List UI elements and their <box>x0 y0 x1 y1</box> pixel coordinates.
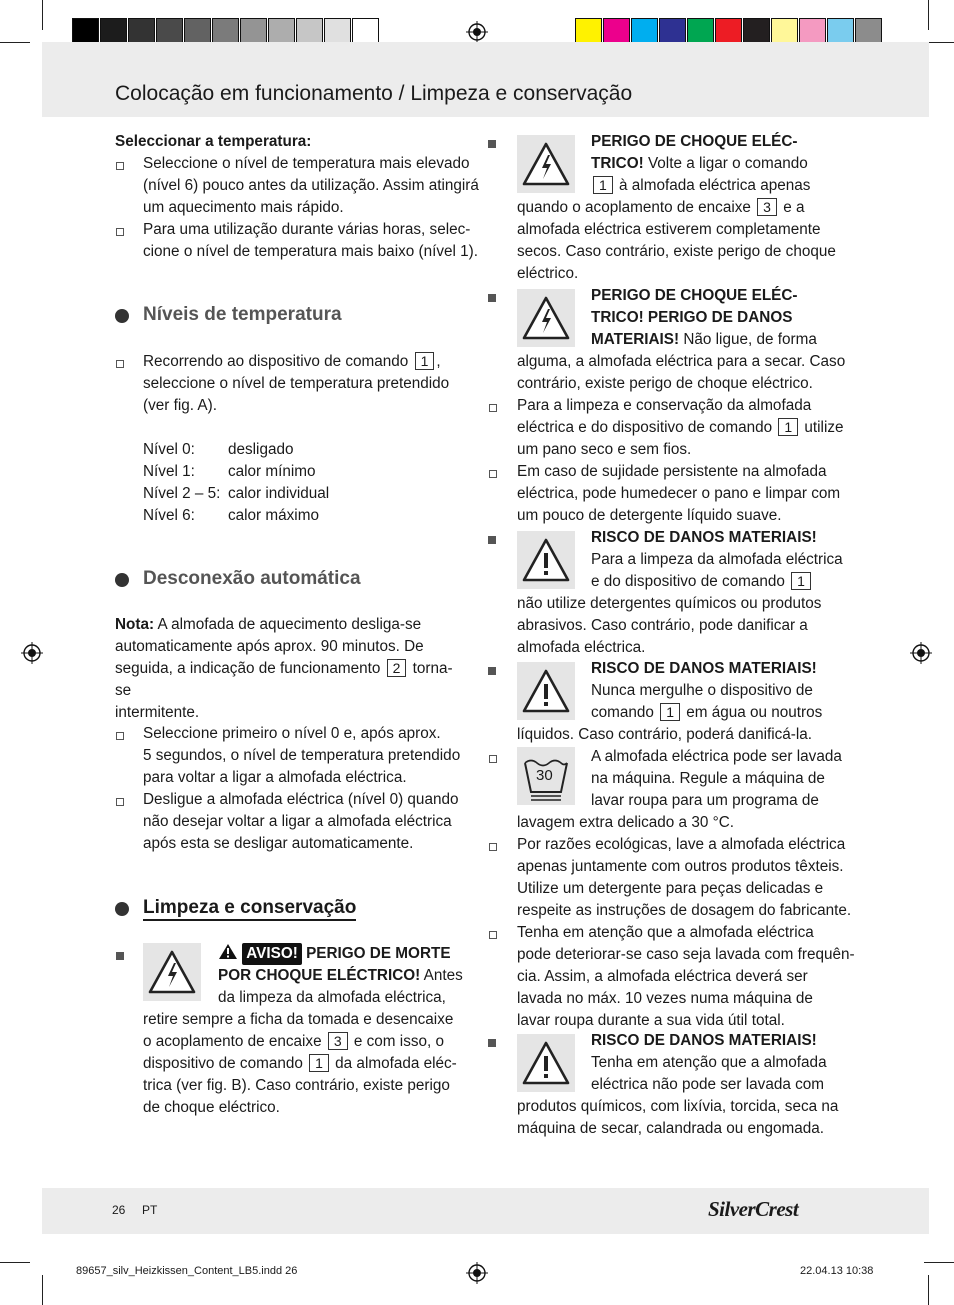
ref-number: 3 <box>757 198 777 216</box>
warning-bullet <box>488 1039 496 1047</box>
section-subtitle: Seleccionar a temperatura: <box>115 133 312 150</box>
list-bullet <box>489 843 497 851</box>
list-bullet <box>489 404 497 412</box>
heading-bullet-icon <box>115 309 129 323</box>
warning-text-cont: alguma, a almofada eléctrica para a secar. Caso contrário, existe perigo de choque eléctrico. <box>517 353 846 392</box>
list-item: Por razões ecológicas, lave a almofada eléctrica apenas juntamente com outros produtos têxteis. Utilize um detergente para peças delicadas e respeite as instruções de dosagem do fabricante. <box>517 836 852 919</box>
list-bullet <box>116 162 124 170</box>
caution-warning-icon <box>517 531 575 589</box>
crop-mark <box>0 1262 30 1263</box>
section-heading: Níveis de temperatura <box>143 304 342 325</box>
caution-warning-icon <box>517 1034 575 1092</box>
heading-bullet-icon <box>115 573 129 587</box>
page-number: 26 <box>112 1203 126 1217</box>
warning-text-cont: retire sempre a ficha da tomada e desencaixe o acoplamento de encaixe 3 e com isso, o dispositivo de comando 1 da almofada eléc- trica (ver fig. B). Caso contrário, existe perigo de choque eléctrico. <box>143 1011 457 1116</box>
list-item: Desligue a almofada eléctrica (nível 0) quando não desejar voltar a ligar a almofada eléctrica após esta se desligar automaticamente. <box>143 791 459 852</box>
language-code: PT <box>142 1203 158 1217</box>
warning-text: AVISO! PERIGO DE MORTE POR CHOQUE ELÉCTRICO! Antes da limpeza da almofada eléctrica, <box>218 945 463 1006</box>
caution-warning-icon <box>517 662 575 720</box>
registration-mark-icon <box>466 21 488 43</box>
electric-shock-warning-icon <box>517 289 575 347</box>
ref-number: 1 <box>309 1054 329 1072</box>
list-item: Tenha em atenção que a almofada eléctrica pode deteriorar-se caso seja lavada com frequên- cia. Assim, a almofada eléctrica deverá ser lavada no máx. 10 vezes numa máquina de lavar roupa durante a sua vida útil total. <box>517 924 855 1029</box>
file-slug: 89657_silv_Heizkissen_Content_LB5.indd 26 <box>76 1265 298 1277</box>
registration-mark-icon <box>466 1262 488 1284</box>
warning-text: RISCO DE DANOS MATERIAIS! Tenha em atenção que a almofada eléctrica não pode ser lavada com <box>591 1032 827 1093</box>
ref-number: 2 <box>387 659 407 677</box>
page-header <box>42 42 929 117</box>
warning-text: RISCO DE DANOS MATERIAIS! Para a limpeza da almofada eléctrica e do dispositivo de comando 1 <box>591 529 843 590</box>
page-title: Colocação em funcionamento / Limpeza e conservação <box>115 82 633 105</box>
wash-30-icon: 30 <box>517 747 575 805</box>
crop-mark <box>924 1262 954 1263</box>
note-paragraph: Nota: A almofada de aquecimento desliga-se automaticamente após aprox. 90 minutos. De seguida, a indicação de funcionamento 2 torna-se intermitente. <box>115 616 453 721</box>
crop-mark <box>0 42 30 43</box>
registration-mark-icon <box>21 642 43 664</box>
page-footer <box>42 1188 929 1234</box>
list-bullet <box>489 755 497 763</box>
crop-mark <box>42 0 43 30</box>
level-table: Nível 0: desligado Nível 1: calor mínimo Nível 2 – 5: calor individual Nível 6: calor máximo <box>143 441 330 524</box>
ref-number: 1 <box>660 703 680 721</box>
list-item: Recorrendo ao dispositivo de comando 1 , seleccione o nível de temperatura pretendido (ver fig. A). <box>143 353 450 414</box>
brand-logo: SilverCrest <box>708 1197 799 1221</box>
crop-mark <box>42 1275 43 1305</box>
warning-text-cont: quando o acoplamento de encaixe 3 e a almofada eléctrica estiverem completamente secos. Caso contrário, existe perigo de choque eléctrico. <box>517 199 836 282</box>
section-heading: Limpeza e conservação <box>143 897 356 921</box>
electric-shock-warning-icon <box>517 135 575 193</box>
ref-number: 1 <box>593 176 613 194</box>
warning-text-cont: líquidos. Caso contrário, poderá danificá-la. <box>517 726 813 743</box>
warning-bullet <box>488 140 496 148</box>
warning-bullet <box>488 667 496 675</box>
ref-number: 3 <box>328 1032 348 1050</box>
list-bullet <box>489 470 497 478</box>
warning-text: RISCO DE DANOS MATERIAIS! Nunca mergulhe o dispositivo de comando 1 em água ou noutros <box>591 660 823 721</box>
crop-mark <box>928 1275 929 1305</box>
list-bullet <box>116 228 124 236</box>
warning-text: PERIGO DE CHOQUE ELÉC- TRICO! Volte a ligar o comando 1 à almofada eléctrica apenas <box>591 133 811 194</box>
warning-bullet <box>488 294 496 302</box>
warning-text: PERIGO DE CHOQUE ELÉC- TRICO! PERIGO DE DANOS MATERIAIS! Não ligue, de forma <box>591 287 817 348</box>
list-bullet <box>116 360 124 368</box>
list-bullet <box>489 931 497 939</box>
section-heading: Desconexão automática <box>143 568 361 589</box>
list-item-cont: lavagem extra delicado a 30 °C. <box>517 814 734 831</box>
crop-mark <box>928 0 929 30</box>
ref-number: 1 <box>791 572 811 590</box>
warning-bullet <box>116 952 124 960</box>
list-bullet <box>116 798 124 806</box>
warning-text-cont: não utilize detergentes químicos ou produtos abrasivos. Caso contrário, pode danificar a almofada eléctrica. <box>517 595 822 656</box>
list-item: Para a limpeza e conservação da almofada eléctrica e do dispositivo de comando 1 utilize um pano seco e sem fios. <box>517 397 844 458</box>
list-item: Seleccione o nível de temperatura mais elevado (nível 6) pouco antes da utilização. Assim atingirá um aquecimento mais rápido. <box>143 155 479 216</box>
warning-triangle-icon <box>218 943 238 960</box>
ref-number: 1 <box>415 352 435 370</box>
warning-text-cont: produtos químicos, com lixívia, torcida, seca na máquina de secar, calandrada ou engomada. <box>517 1098 839 1137</box>
list-item: Em caso de sujidade persistente na almofada eléctrica, pode humedecer o pano e limpar com um pouco de detergente líquido suave. <box>517 463 841 524</box>
heading-bullet-icon <box>115 902 129 916</box>
warning-bullet <box>488 536 496 544</box>
list-item: Para uma utilização durante várias horas, selec- cione o nível de temperatura mais baixo (nível 1). <box>143 221 479 260</box>
list-item: Seleccione primeiro o nível 0 e, após aprox. 5 segundos, o nível de temperatura pretendido para voltar a ligar a almofada eléctrica. <box>143 725 461 786</box>
ref-number: 1 <box>778 418 798 436</box>
print-date: 22.04.13 10:38 <box>800 1265 874 1277</box>
electric-shock-warning-icon <box>143 943 201 1001</box>
list-item: A almofada eléctrica pode ser lavada na máquina. Regule a máquina de lavar roupa para um programa de <box>591 748 842 809</box>
registration-mark-icon <box>910 642 932 664</box>
list-bullet <box>116 732 124 740</box>
